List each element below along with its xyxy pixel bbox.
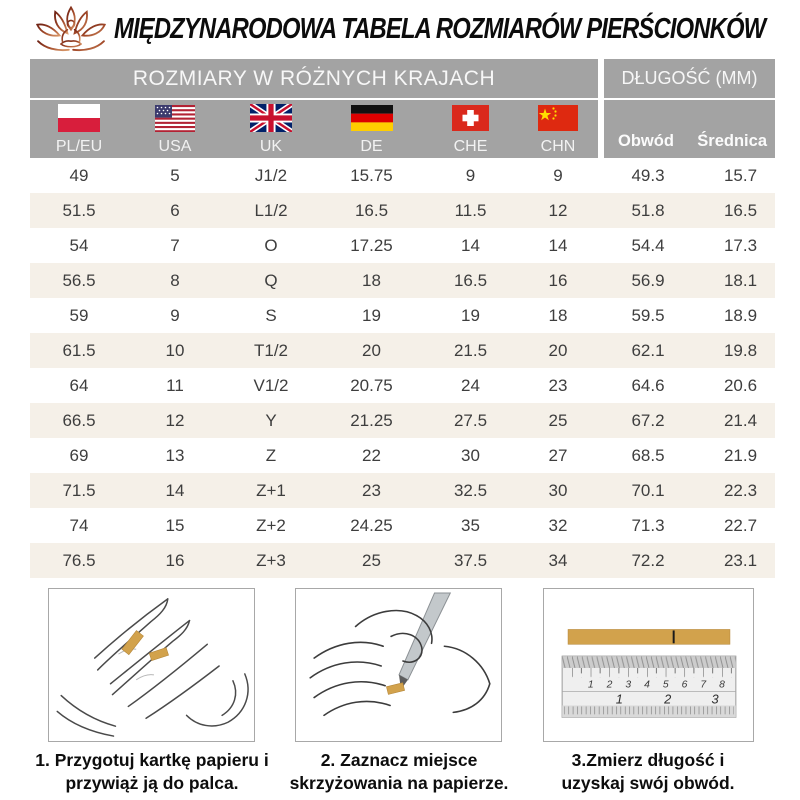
table-row <box>30 473 775 508</box>
step1-caption-line2: przywiąż ją do palca. <box>65 773 239 794</box>
table-cell: 23.1 <box>723 550 758 570</box>
column-header-obwod: Obwód <box>618 132 674 150</box>
table-cell: Z <box>265 445 277 465</box>
table-cell: 10 <box>165 340 185 360</box>
table-cell: 5 <box>170 165 180 185</box>
table-cell: 32 <box>548 515 568 535</box>
table-cell: 76.5 <box>62 550 96 570</box>
ruler-inch-number: 2 <box>664 691 672 707</box>
step3-caption <box>518 749 778 795</box>
table-cell: 13 <box>165 445 185 465</box>
group-header-length-mm: DŁUGOŚĆ (MM) <box>604 59 775 98</box>
table-cell: 12 <box>548 200 568 220</box>
table-cell: 49 <box>69 165 89 185</box>
table-cell: 6 <box>170 200 180 220</box>
ruler-cm-number: 7 <box>700 679 707 691</box>
table-row <box>30 403 775 438</box>
size-table <box>30 59 775 578</box>
step1-caption <box>10 749 294 795</box>
ruler-cm-number: 3 <box>625 679 632 691</box>
group-header-sizes: ROZMIARY W RÓŻNYCH KRAJACH <box>30 59 598 98</box>
table-cell: 21.9 <box>723 445 758 465</box>
table-cell: 21.5 <box>453 340 488 360</box>
ruler-with-strip-icon <box>544 589 753 741</box>
table-cell: 30 <box>548 480 568 500</box>
marking-with-pen-icon <box>296 589 501 741</box>
table-cell: 14 <box>461 235 480 255</box>
table-column-header <box>30 100 775 158</box>
table-cell: Q <box>264 270 278 290</box>
table-cell: 59 <box>69 305 89 325</box>
table-cell: 74 <box>69 515 89 535</box>
page-title: MIĘDZYNARODOWA TABELA ROZMIARÓW PIERŚCIONKÓW <box>114 12 766 45</box>
table-cell: V1/2 <box>253 375 289 395</box>
table-cell: 23 <box>548 375 568 395</box>
table-cell: 20.6 <box>723 375 758 395</box>
column-header-che <box>423 100 518 158</box>
table-row <box>30 368 775 403</box>
table-cell: 51.5 <box>62 200 96 220</box>
step2-illustration-box <box>295 588 502 742</box>
table-cell: 68.5 <box>631 445 665 465</box>
column-code: CHE <box>453 138 488 155</box>
table-cell: O <box>264 235 278 255</box>
table-cell: 27 <box>548 445 568 465</box>
table-cell: 56.9 <box>631 270 665 290</box>
table-cell: 23 <box>362 480 381 500</box>
country-columns <box>30 100 598 158</box>
poland-flag-icon <box>58 103 100 133</box>
page-header <box>0 0 800 58</box>
table-cell: 22.3 <box>723 480 758 500</box>
step1-caption-line1: 1. Przygotuj kartkę papieru i <box>35 750 269 770</box>
table-cell: 35 <box>461 515 480 535</box>
ruler-cm-number: 5 <box>662 679 669 691</box>
column-header-uk <box>222 100 320 158</box>
column-code: PL/EU <box>55 138 103 155</box>
ruler-inch-number: 3 <box>711 691 719 707</box>
step3-caption-line2: uzyskaj swój obwód. <box>561 773 735 794</box>
column-code: UK <box>259 138 283 155</box>
ruler-inch-number: 1 <box>615 691 623 707</box>
lotus-meditation-logo-icon <box>28 1 114 57</box>
size-table-body <box>30 158 775 578</box>
table-cell: 54.4 <box>631 235 665 255</box>
table-cell: 17.25 <box>350 235 393 255</box>
table-row <box>30 298 775 333</box>
step2-caption <box>272 749 526 795</box>
table-cell: 20.75 <box>350 375 393 395</box>
table-cell: 14 <box>548 235 568 255</box>
table-cell: 17.3 <box>723 235 758 255</box>
table-cell: 19.8 <box>723 340 758 360</box>
table-row <box>30 263 775 298</box>
table-cell: 11.5 <box>454 200 487 220</box>
table-cell: J1/2 <box>254 165 288 185</box>
column-code: CHN <box>540 138 576 155</box>
table-cell: 15.75 <box>350 165 393 185</box>
table-cell: 22.7 <box>723 515 758 535</box>
table-cell: 21.25 <box>350 410 393 430</box>
ruler-cm-number: 2 <box>606 679 613 691</box>
table-row <box>30 438 775 473</box>
table-cell: 11 <box>166 375 184 395</box>
table-cell: 9 <box>553 165 563 185</box>
ruler-cm-number: 4 <box>644 679 650 691</box>
table-cell: 7 <box>170 235 180 255</box>
table-cell: 66.5 <box>62 410 96 430</box>
table-cell: 69 <box>69 445 89 465</box>
table-cell: 56.5 <box>62 270 96 290</box>
table-cell: Z+2 <box>256 515 286 535</box>
uk-flag-icon <box>250 103 292 133</box>
table-cell: L1/2 <box>254 200 288 220</box>
table-cell: 14 <box>165 480 185 500</box>
table-cell: 25 <box>362 550 381 570</box>
table-cell: 24 <box>461 375 480 395</box>
table-cell: Z+1 <box>256 480 286 500</box>
table-cell: S <box>265 305 277 325</box>
column-header-usa <box>128 100 222 158</box>
table-cell: 59.5 <box>631 305 665 325</box>
table-row <box>30 193 775 228</box>
table-cell: 15.7 <box>723 165 758 185</box>
table-cell: 22 <box>362 445 381 465</box>
table-cell: 70.1 <box>631 480 665 500</box>
table-row <box>30 543 775 578</box>
germany-flag-icon <box>351 103 393 133</box>
table-cell: 16 <box>165 550 185 570</box>
table-cell: 18 <box>548 305 568 325</box>
table-cell: 49.3 <box>631 165 665 185</box>
table-cell: 20 <box>548 340 568 360</box>
table-cell: 34 <box>548 550 568 570</box>
column-header-de <box>320 100 423 158</box>
table-cell: 18.9 <box>723 305 758 325</box>
table-row <box>30 228 775 263</box>
table-row <box>30 333 775 368</box>
table-cell: 15 <box>165 515 185 535</box>
table-row <box>30 508 775 543</box>
table-cell: 24.25 <box>350 515 393 535</box>
table-cell: Z+3 <box>256 550 286 570</box>
table-cell: 8 <box>170 270 180 290</box>
usa-flag-icon <box>155 103 195 133</box>
table-cell: 61.5 <box>62 340 96 360</box>
table-cell: 12 <box>165 410 185 430</box>
step2-caption-line1: 2. Zaznacz miejsce <box>320 750 478 770</box>
table-cell: 18.1 <box>723 270 758 290</box>
table-cell: 20 <box>362 340 381 360</box>
table-cell: 32.5 <box>453 480 488 500</box>
step3-caption-line1: 3.Zmierz długość i <box>571 750 725 770</box>
column-code: DE <box>360 138 383 155</box>
table-cell: 9 <box>465 165 476 185</box>
length-columns <box>604 100 775 158</box>
table-cell: 71.5 <box>62 480 96 500</box>
table-cell: 72.2 <box>631 550 665 570</box>
table-cell: 71.3 <box>631 515 665 535</box>
table-cell: 18 <box>362 270 381 290</box>
column-header-pl-eu <box>30 100 128 158</box>
table-cell: 64 <box>69 375 89 395</box>
table-cell: 30 <box>461 445 480 465</box>
table-cell: 54 <box>69 235 89 255</box>
ruler-cm-number: 1 <box>587 679 594 691</box>
table-cell: 67.2 <box>631 410 665 430</box>
table-cell: 9 <box>170 305 180 325</box>
table-cell: 16.5 <box>453 270 488 290</box>
table-cell: 16.5 <box>354 200 389 220</box>
table-cell: 64.6 <box>631 375 665 395</box>
column-code: USA <box>158 138 192 155</box>
step1-illustration-box <box>48 588 255 742</box>
china-flag-icon <box>538 103 578 133</box>
ruler-cm-number: 8 <box>719 679 725 691</box>
table-row <box>30 158 775 193</box>
step3-illustration-box <box>543 588 754 742</box>
table-cell: 37.5 <box>453 550 488 570</box>
table-cell: 16.5 <box>723 200 758 220</box>
table-group-header <box>30 59 775 98</box>
hand-with-paper-strip-icon <box>49 589 254 741</box>
column-header-chn <box>518 100 598 158</box>
switzerland-flag-icon <box>452 103 489 133</box>
table-cell: 62.1 <box>631 340 665 360</box>
table-cell: Y <box>265 410 277 430</box>
table-cell: 51.8 <box>631 200 665 220</box>
column-header-srednica: Średnica <box>697 132 767 150</box>
table-cell: 16 <box>548 270 568 290</box>
table-cell: 21.4 <box>723 410 758 430</box>
table-cell: 19 <box>362 305 381 325</box>
table-cell: T1/2 <box>253 340 289 360</box>
table-cell: 19 <box>461 305 480 325</box>
step2-caption-line2: skrzyżowania na papierze. <box>289 773 509 794</box>
table-cell: 25 <box>548 410 568 430</box>
ruler-cm-number: 6 <box>681 679 688 691</box>
table-cell: 27.5 <box>453 410 488 430</box>
